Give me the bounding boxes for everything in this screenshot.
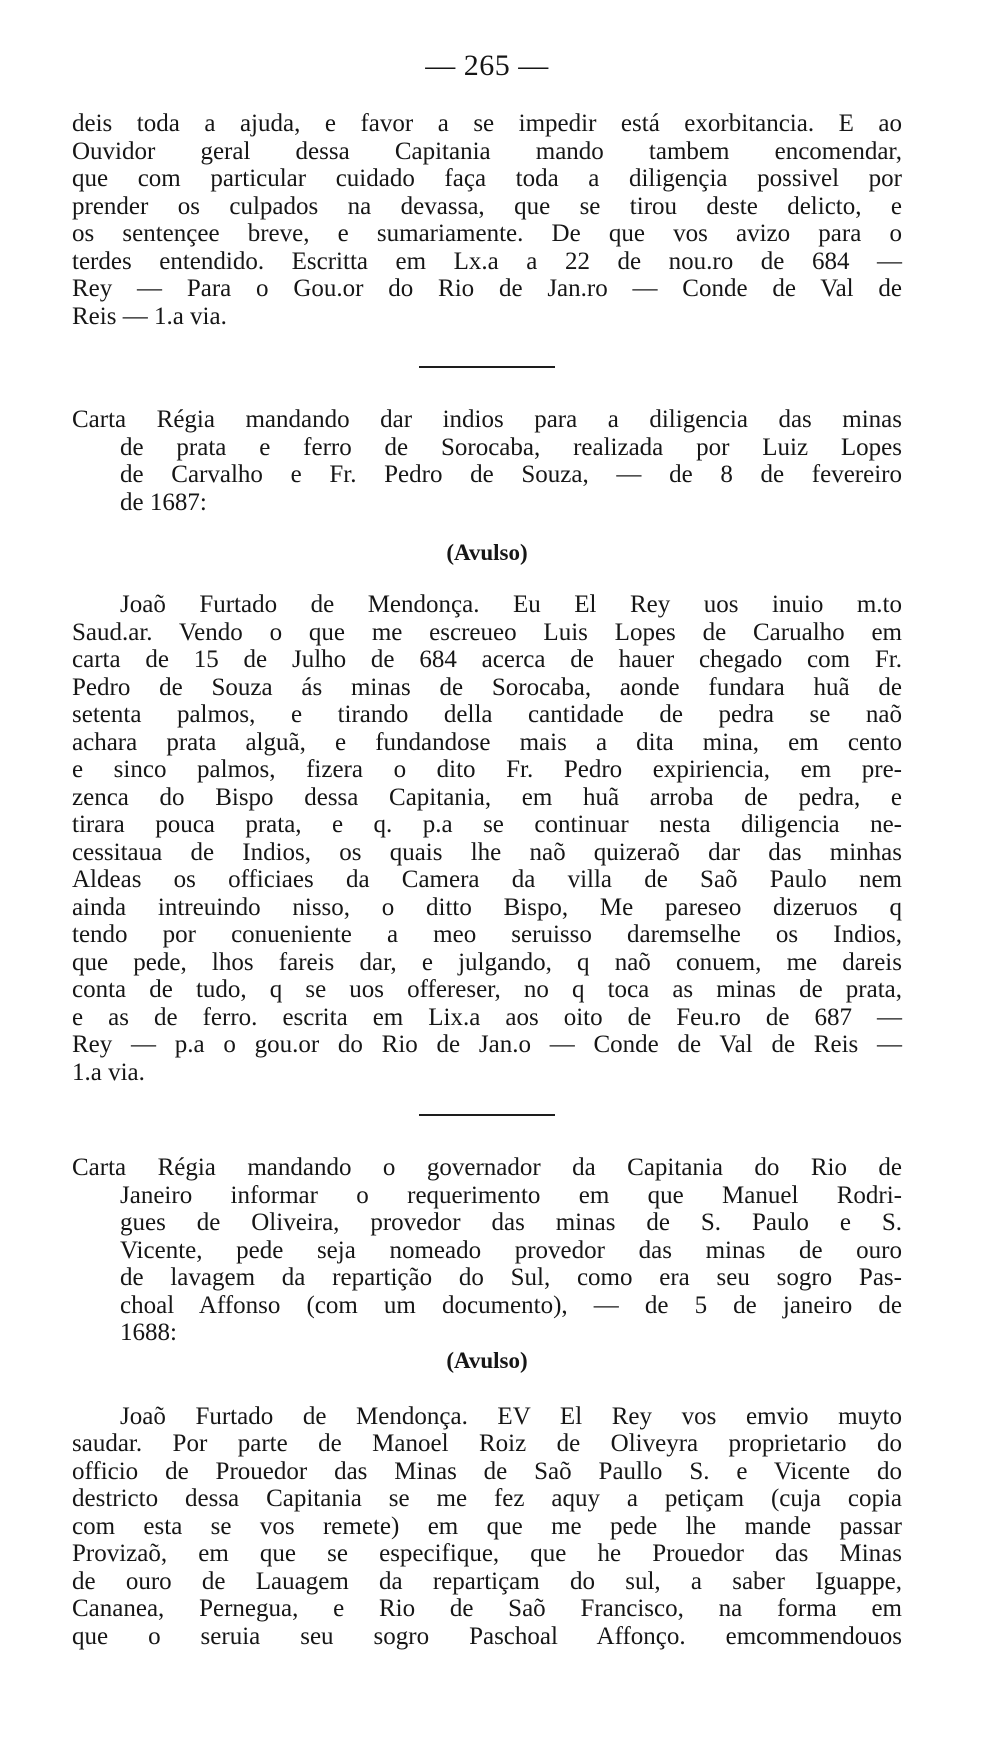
text-line: 1.a via. <box>72 1058 145 1086</box>
text-line: que com particular cuidado faça toda a diligençia possivel por <box>72 165 902 192</box>
text-line: officio de Prouedor das Minas de Saõ Paullo S. e Vicente do <box>72 1457 902 1485</box>
heading-line: gues de Oliveira, provedor das minas de S. Paulo e S. <box>120 1209 902 1236</box>
heading-line: de 1687: <box>120 488 207 516</box>
text-line: Rey — p.a o gou.or do Rio de Jan.o — Conde de Val de Reis — <box>72 1031 902 1058</box>
text-line: que o seruia seu sogro Paschoal Affonço. emcommendouos <box>72 1622 902 1650</box>
text-line: que pede, lhos fareis dar, e julgando, q naõ conuem, me dareis <box>72 948 902 976</box>
document-1-source-label: (Avulso) <box>446 540 528 565</box>
heading-line: Carta Régia mandando dar indios para a diligencia das minas <box>72 406 902 433</box>
text-line: Aldeas os officiaes da Camera da villa de Saõ Paulo nem <box>72 866 902 893</box>
document-2-body <box>72 1403 902 1651</box>
document-1-body <box>72 591 902 1086</box>
document-1-heading <box>72 406 902 516</box>
text-line: cessitaua de Indios, os quais lhe naõ quizeraõ dar das minhas <box>72 838 902 866</box>
heading-line: Janeiro informar o requerimento em que Manuel Rodri- <box>120 1181 902 1209</box>
text-line: tendo por conueniente a meo seruisso daremselhe os Indios, <box>72 921 902 948</box>
text-line: terdes entendido. Escritta em Lx.a a 22 de nou.ro de 684 — <box>72 247 902 275</box>
text-line: de ouro de Lauagem da repartiçam do sul, a saber Iguappe, <box>72 1567 902 1595</box>
text-line: e as de ferro. escrita em Lix.a aos oito de Feu.ro de 687 — <box>72 1003 902 1031</box>
text-line: ainda intreuindo nisso, o ditto Bispo, Me pareseo dizeruos q <box>72 893 902 921</box>
heading-line: Vicente, pede seja nomeado provedor das minas de ouro <box>120 1236 902 1264</box>
text-line: Reis — 1.a via. <box>72 302 227 330</box>
text-line: destricto dessa Capitania se me fez aquy a petiçam (cuja copia <box>72 1485 902 1512</box>
heading-line: Carta Régia mandando o governador da Capitania do Rio de <box>72 1154 902 1181</box>
text-line: carta de 15 de Julho de 684 acerca de hauer chegado com Fr. <box>72 646 902 673</box>
section-divider <box>419 366 555 368</box>
text-line: Rey — Para o Gou.or do Rio de Jan.ro — Conde de Val de <box>72 275 902 302</box>
text-line: achara prata alguã, e fundandose mais a dita mina, em cento <box>72 728 902 756</box>
text-line: saudar. Por parte de Manoel Roiz de Oliveyra proprietario do <box>72 1430 902 1457</box>
document-2-source-label: (Avulso) <box>446 1347 528 1373</box>
text-line: Provizaõ, em que se especifique, que he Prouedor das Minas <box>72 1540 902 1567</box>
heading-line: choal Affonso (com um documento), — de 5 de janeiro de <box>120 1291 902 1319</box>
text-line: Cananea, Pernegua, e Rio de Saõ Francisco, na forma em <box>72 1595 902 1622</box>
document-page <box>72 44 902 1650</box>
text-line: Joaõ Furtado de Mendonça. EV El Rey vos emvio muyto <box>120 1402 902 1430</box>
text-line: prender os culpados na devassa, que se tirou deste delicto, e <box>72 192 902 220</box>
text-line: Pedro de Souza ás minas de Sorocaba, aonde fundara huã de <box>72 673 902 701</box>
heading-line: de Carvalho e Fr. Pedro de Souza, — de 8 de fevereiro <box>120 461 902 488</box>
text-line: Saud.ar. Vendo o que me escreueo Luis Lopes de Carualho em <box>72 618 902 646</box>
document-2-heading <box>72 1154 902 1347</box>
section-divider <box>419 1114 555 1116</box>
text-line: Ouvidor geral dessa Capitania mando tambem encomendar, <box>72 137 902 165</box>
heading-line: 1688: <box>120 1319 177 1346</box>
heading-line: de lavagem da repartição do Sul, como era seu sogro Pas- <box>120 1264 902 1291</box>
text-line: Joaõ Furtado de Mendonça. Eu El Rey uos inuio m.to <box>120 591 902 618</box>
text-line: zenca do Bispo dessa Capitania, em huã arroba de pedra, e <box>72 783 902 811</box>
text-line: e sinco palmos, fizera o dito Fr. Pedro expiriencia, em pre- <box>72 756 902 783</box>
text-line: deis toda a ajuda, e favor a se impedir está exorbitancia. E ao <box>72 110 902 137</box>
page-number: — 265 — <box>425 49 549 82</box>
text-line: tirara pouca prata, e q. p.a se continuar nesta diligencia ne- <box>72 811 902 838</box>
heading-line: de prata e ferro de Sorocaba, realizada por Luiz Lopes <box>120 433 902 461</box>
opening-paragraph <box>72 110 902 330</box>
text-line: os sentençee breve, e sumariamente. De que vos avizo para o <box>72 220 902 247</box>
text-line: setenta palmos, e tirando della cantidade de pedra se naõ <box>72 701 902 728</box>
text-line: com esta se vos remete) em que me pede lhe mande passar <box>72 1512 902 1540</box>
text-line: conta de tudo, q se uos offereser, no q toca as minas de prata, <box>72 976 902 1003</box>
